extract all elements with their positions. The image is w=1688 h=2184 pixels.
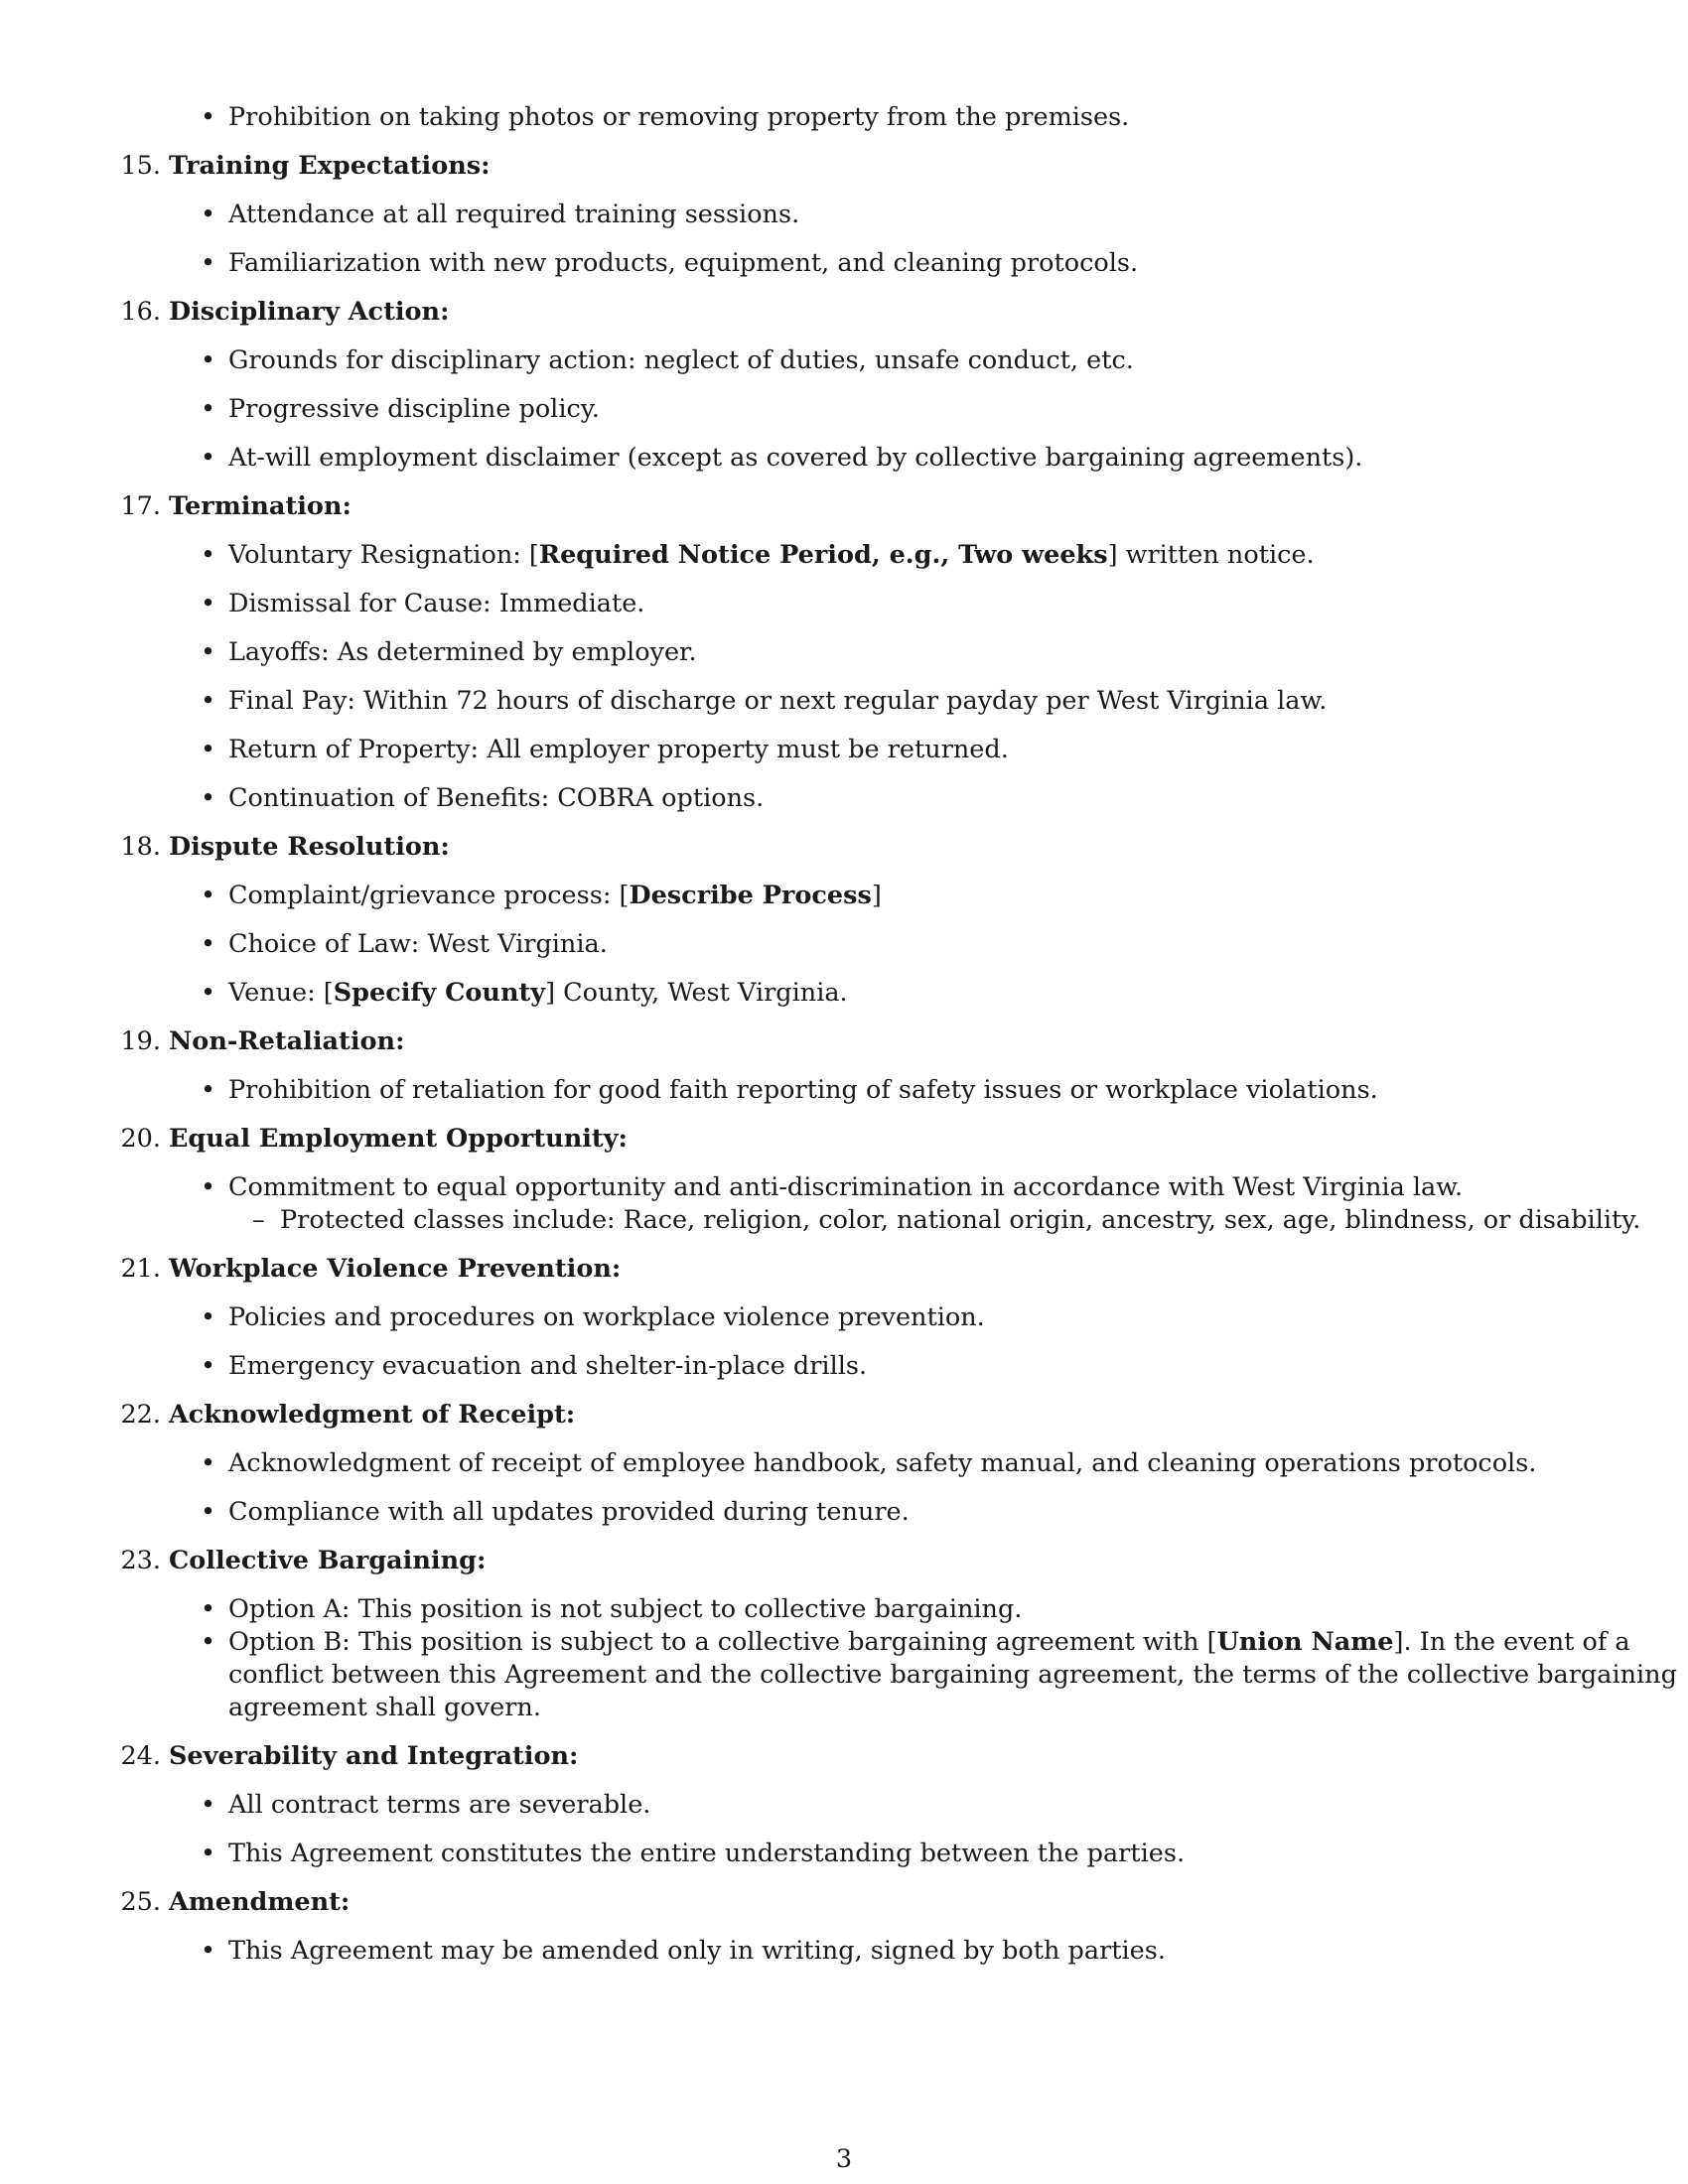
placeholder-text: Describe Process (629, 881, 872, 910)
section-number: 19. (120, 1026, 161, 1056)
section-number: 22. (120, 1400, 161, 1430)
list-item-continuation (228, 1658, 1677, 1692)
section-number: 21. (120, 1254, 161, 1284)
list-item (228, 198, 799, 231)
item-text: conflict between this Agreement and the collective bargaining agreement, the terms of the collective bargaining (228, 1660, 1677, 1690)
item-text: Option B: This position is subject to a collective bargaining agreement with [ (228, 1627, 1217, 1657)
list-item (228, 1625, 1630, 1659)
item-text: ]. In the event of a (1393, 1627, 1630, 1657)
section-heading (120, 1398, 576, 1432)
list-item (228, 781, 764, 815)
list-item (228, 100, 1129, 134)
item-text: Choice of Law: West Virginia. (228, 929, 608, 959)
list-item (228, 587, 644, 620)
section-heading (120, 1024, 405, 1058)
list-item (228, 343, 1134, 377)
item-text: At-will employment disclaimer (except as covered by collective bargaining agreements). (228, 443, 1363, 473)
list-item (228, 684, 1327, 718)
item-text: Option A: This position is not subject to collective bargaining. (228, 1594, 1023, 1624)
section-number: 23. (120, 1546, 161, 1575)
list-item (228, 1495, 910, 1529)
item-text: Progressive discipline policy. (228, 394, 600, 424)
list-item (228, 246, 1138, 280)
item-text: Voluntary Resignation: [ (228, 540, 539, 570)
section-title: Dispute Resolution: (169, 832, 450, 862)
item-text: Layoffs: As determined by employer. (228, 637, 697, 667)
item-text: Complaint/grievance process: [ (228, 881, 630, 910)
list-item (228, 1446, 1536, 1480)
section-heading (120, 295, 450, 329)
placeholder-text: Required Notice Period, e.g., Two weeks (538, 540, 1108, 570)
item-text: Policies and procedures on workplace violence prevention. (228, 1302, 985, 1332)
item-text: Prohibition of retaliation for good faith reporting of safety issues or workplace violations. (228, 1075, 1378, 1105)
section-number: 24. (120, 1741, 161, 1771)
section-heading (120, 1739, 579, 1773)
item-text: agreement shall govern. (228, 1693, 541, 1722)
section-heading (120, 1885, 351, 1919)
list-item (228, 1349, 867, 1383)
section-title: Workplace Violence Prevention: (169, 1254, 622, 1284)
list-item (228, 1170, 1463, 1204)
list-item (228, 1073, 1378, 1107)
item-text: Prohibition on taking photos or removing property from the premises. (228, 102, 1130, 132)
list-item (228, 635, 697, 669)
section-heading (120, 489, 352, 523)
section-number: 25. (120, 1887, 161, 1917)
placeholder-text: Union Name (1216, 1627, 1394, 1657)
list-item (228, 1300, 985, 1334)
section-title: Disciplinary Action: (169, 297, 450, 327)
section-number: 17. (120, 491, 161, 521)
section-number: 16. (120, 297, 161, 327)
list-item (228, 1788, 650, 1822)
section-title: Termination: (169, 491, 352, 521)
section-title: Collective Bargaining: (169, 1546, 487, 1575)
item-text: This Agreement may be amended only in writing, signed by both parties. (228, 1936, 1166, 1966)
section-number: 18. (120, 832, 161, 862)
section-title: Equal Employment Opportunity: (169, 1124, 628, 1154)
list-item (228, 733, 1009, 766)
section-title: Non-Retaliation: (169, 1026, 405, 1056)
item-text: Emergency evacuation and shelter-in-place drills. (228, 1351, 868, 1381)
item-text: ] (871, 881, 882, 910)
list-item (228, 1837, 1185, 1870)
list-item (228, 927, 608, 961)
section-number: 15. (120, 151, 161, 181)
section-title: Training Expectations: (169, 151, 491, 181)
section-heading (120, 1544, 487, 1577)
item-text: Final Pay: Within 72 hours of discharge or next regular payday per West Virginia law. (228, 686, 1328, 716)
list-item (228, 879, 882, 912)
list-item (228, 1934, 1166, 1968)
item-text: Return of Property: All employer property must be returned. (228, 735, 1009, 764)
item-text: Attendance at all required training sessions. (228, 200, 800, 229)
section-number: 20. (120, 1124, 161, 1154)
list-item (228, 392, 600, 426)
item-text: Commitment to equal opportunity and anti-discrimination in accordance with West Virginia law. (228, 1172, 1464, 1202)
item-text: Compliance with all updates provided during tenure. (228, 1497, 910, 1527)
list-item (228, 976, 848, 1010)
placeholder-text: Specify County (333, 978, 546, 1008)
section-title: Severability and Integration: (169, 1741, 579, 1771)
item-text: ] written notice. (1107, 540, 1315, 570)
item-text: Venue: [ (228, 978, 334, 1008)
list-item-continuation (228, 1691, 541, 1724)
item-text: Grounds for disciplinary action: neglect of duties, unsafe conduct, etc. (228, 345, 1134, 375)
section-heading (120, 1252, 622, 1286)
section-title: Acknowledgment of Receipt: (169, 1400, 576, 1430)
section-heading (120, 149, 491, 183)
item-text: Familiarization with new products, equipment, and cleaning protocols. (228, 248, 1139, 278)
list-item (228, 538, 1315, 572)
page-number: 3 (835, 2144, 853, 2174)
list-item (228, 1592, 1022, 1626)
item-text: This Agreement constitutes the entire understanding between the parties. (228, 1839, 1186, 1868)
list-item (228, 441, 1362, 475)
section-title: Amendment: (169, 1887, 351, 1917)
item-text: ] County, West Virginia. (545, 978, 848, 1008)
item-text: Acknowledgment of receipt of employee handbook, safety manual, and cleaning operations protocols. (228, 1448, 1537, 1478)
item-text: All contract terms are severable. (228, 1790, 651, 1820)
sub-list-item (280, 1203, 1640, 1237)
item-text: Protected classes include: Race, religion, color, national origin, ancestry, sex, age, blindness, or disability. (280, 1205, 1641, 1235)
section-heading (120, 830, 450, 864)
item-text: Continuation of Benefits: COBRA options. (228, 783, 765, 813)
item-text: Dismissal for Cause: Immediate. (228, 589, 645, 618)
section-heading (120, 1122, 628, 1156)
